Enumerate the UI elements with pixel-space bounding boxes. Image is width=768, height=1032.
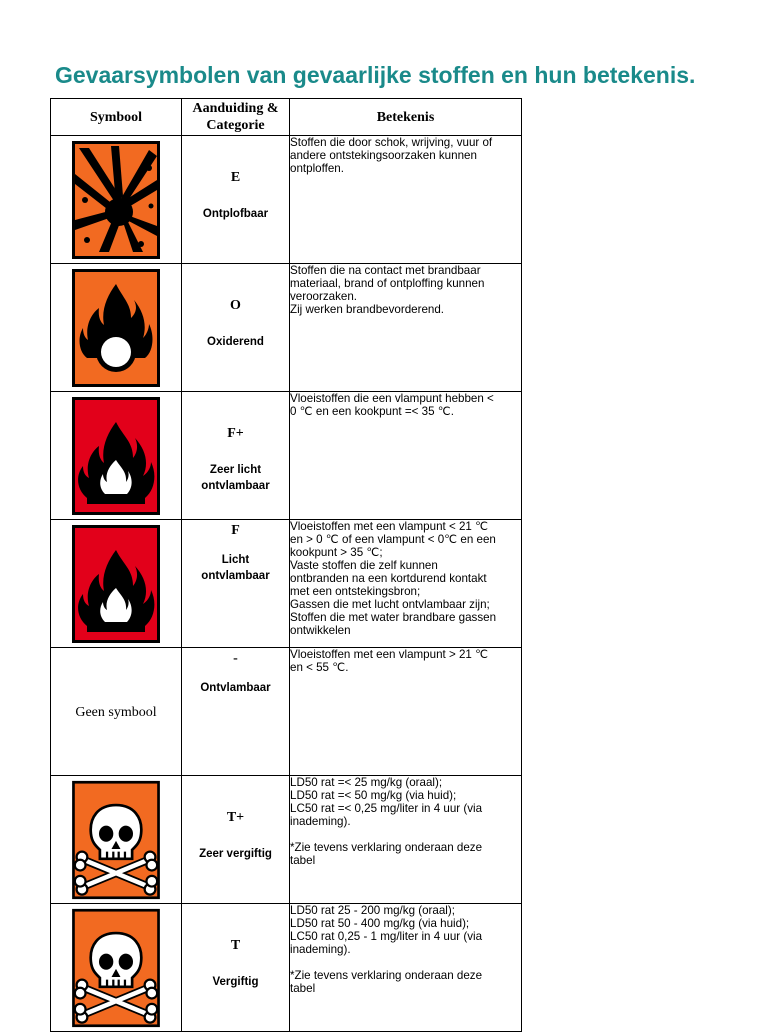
meaning-cell: Vloeistoffen die een vlampunt hebben < 0 ℃ en een kookpunt =< 35 ℃. — [290, 392, 522, 520]
symbol-cell — [51, 136, 182, 264]
hazard-code: O — [230, 298, 241, 313]
skull-crossbones-icon — [71, 908, 161, 1028]
category-cell — [182, 776, 290, 904]
hazard-code: - — [233, 651, 238, 666]
column-header-meaning: Betekenis — [290, 99, 522, 136]
category-cell — [182, 136, 290, 264]
category-cell — [182, 904, 290, 1032]
hazard-category: Zeer licht ontvlambaar — [201, 464, 270, 492]
hazard-code: E — [230, 170, 241, 185]
symbol-cell — [51, 392, 182, 520]
table-row — [51, 520, 522, 648]
category-cell — [182, 520, 290, 648]
category-cell — [182, 648, 290, 776]
category-cell — [182, 264, 290, 392]
symbol-cell — [51, 264, 182, 392]
table-row — [51, 392, 522, 520]
table-row — [51, 264, 522, 392]
meaning-cell: Stoffen die door schok, wrijving, vuur of andere ontstekingsoorzaken kunnen ontploffen. — [290, 136, 522, 264]
symbol-cell — [51, 904, 182, 1032]
table-row — [51, 136, 522, 264]
table-row — [51, 776, 522, 904]
hazard-symbols-table — [50, 98, 522, 1032]
flame-icon — [71, 396, 161, 516]
flame-over-circle-icon — [71, 268, 161, 388]
hazard-category: Ontplofbaar — [202, 208, 269, 220]
symbol-cell — [51, 776, 182, 904]
meaning-cell: Vloeistoffen met een vlampunt > 21 ℃ en < 55 ℃. — [290, 648, 522, 776]
table-row — [51, 648, 522, 776]
hazard-category: Licht ontvlambaar — [201, 554, 270, 582]
meaning-cell: Vloeistoffen met een vlampunt < 21 ℃ en > 0 ℃ of een vlampunt < 0℃ en een kookpunt > 35 ℃; Vaste stoffen die zelf kunnen ontbranden na een kortdurend kontakt met een ontstekingsbron; Gassen die met lucht ontvlambaar zijn; Stoffen die met water brandbare gassen ontwikkelen — [290, 520, 522, 648]
hazard-code: T+ — [226, 810, 245, 825]
hazard-category: Vergiftig — [212, 976, 259, 988]
symbol-cell — [51, 648, 182, 776]
no-symbol-label: Geen symbool — [75, 704, 157, 720]
meaning-cell: LD50 rat 25 - 200 mg/kg (oraal); LD50 rat 50 - 400 mg/kg (via huid); LC50 rat 0,25 - 1 mg/liter in 4 uur (via inademing). *Zie tevens verklaring onderaan deze tabel — [290, 904, 522, 1032]
hazard-code: F — [231, 523, 240, 538]
column-header-symbol: Symbool — [51, 99, 182, 136]
skull-crossbones-icon — [71, 780, 161, 900]
hazard-code: T — [230, 938, 241, 953]
explosion-icon — [71, 140, 161, 260]
meaning-cell: Stoffen die na contact met brandbaar materiaal, brand of ontploffing kunnen veroorzaken. Zij werken brandbevorderend. — [290, 264, 522, 392]
page-title: Gevaarsymbolen van gevaarlijke stoffen en hun betekenis. — [55, 62, 696, 88]
flame-icon — [71, 524, 161, 644]
hazard-category: Zeer vergiftig — [199, 848, 272, 860]
table-header-row — [51, 99, 522, 136]
hazard-category: Ontvlambaar — [200, 682, 271, 694]
hazard-code: F+ — [227, 426, 244, 441]
hazard-category: Oxiderend — [207, 336, 264, 348]
column-header-category: Aanduiding & Categorie — [182, 99, 290, 136]
category-cell — [182, 392, 290, 520]
table-row — [51, 904, 522, 1032]
symbol-cell — [51, 520, 182, 648]
meaning-cell: LD50 rat =< 25 mg/kg (oraal); LD50 rat =< 50 mg/kg (via huid); LC50 rat =< 0,25 mg/liter in 4 uur (via inademing). *Zie tevens verklaring onderaan deze tabel — [290, 776, 522, 904]
